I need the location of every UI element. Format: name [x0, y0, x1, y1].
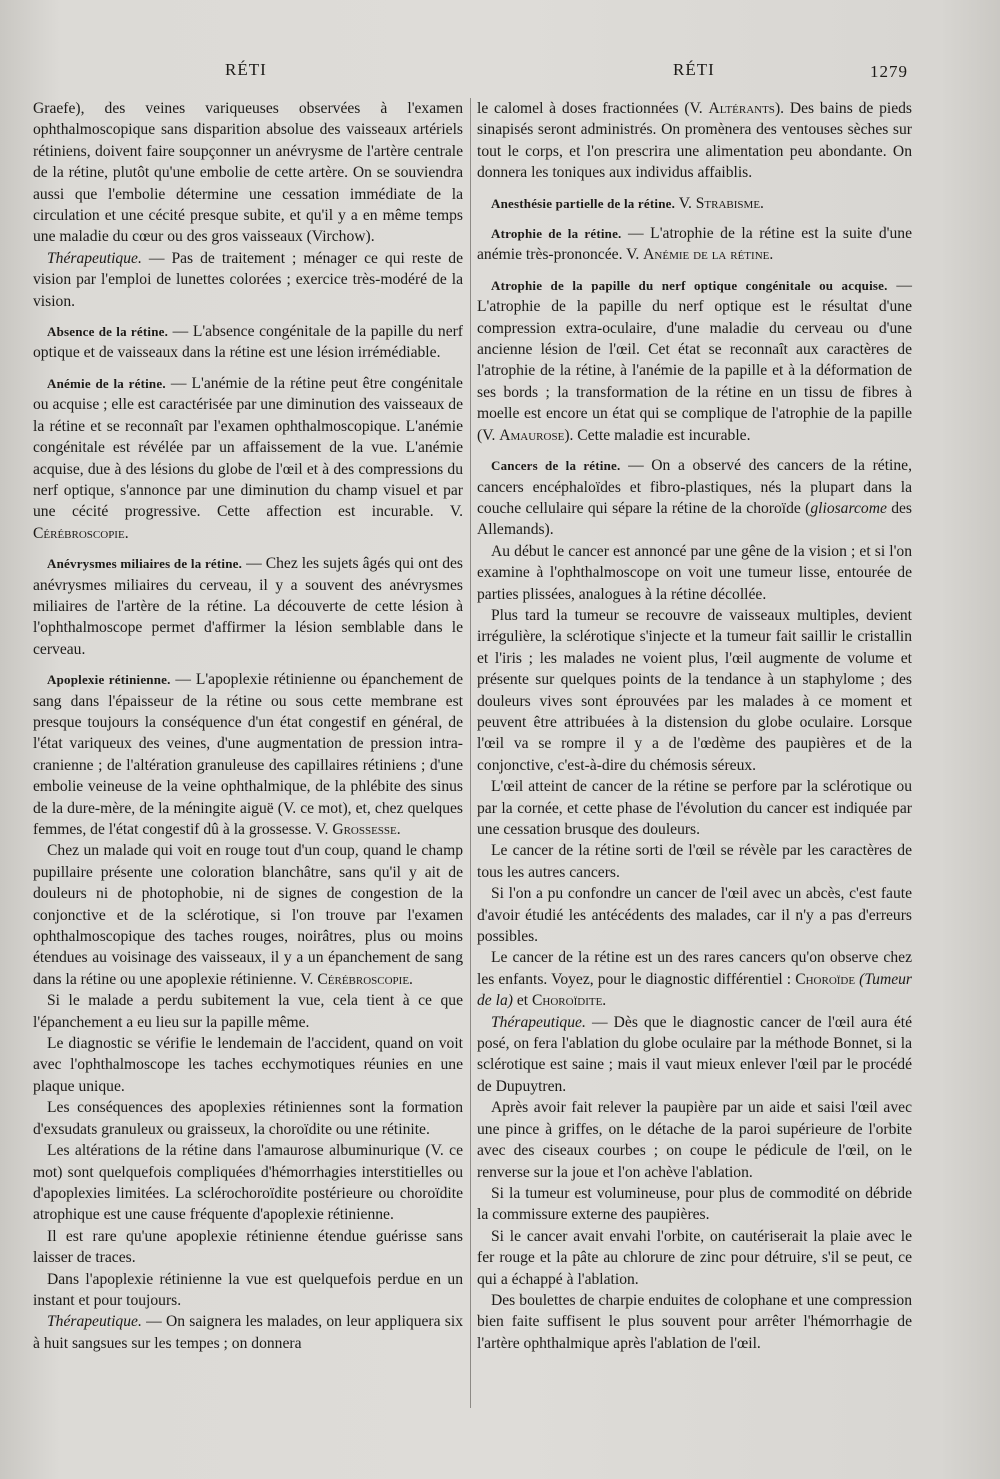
paragraph-text: — On a observé des cancers de la rétine, cancers encéphaloïdes et fibro-plastiques, nés la plupart dans la couche cellulaire qui sépare la rétine de la choroïde (	[477, 457, 912, 517]
paragraph: Après avoir fait relever la paupière par un aide et saisi l'œil avec une pince à griffes, on le détache de la paroi supérieure de l'orbite avec des ciseaux courbes ; on coupe le pédicule de l'œil, on le renverse sur la joue et l'on achève l'ablation.	[477, 1099, 912, 1181]
cross-reference: Cérébroscopie.	[33, 524, 129, 542]
paragraph-text: le calomel à doses fractionnées (V.	[477, 100, 709, 117]
paragraph-text: — L'anémie de la rétine peut être congénitale ou acquise ; elle est caractérisée par une diminution des vaisseaux de la rétine et se reconnaît par l'examen ophthalmoscopique. L'anémie congénitale est révélée par un affaissement de la vue. L'anémie acquise, due à des lésions du globe de l'œil et à des compressions du nerf optique, s'annonce par une diminution du champ visuel et par une cécité progressive. Cette affection est incurable. V.	[33, 374, 463, 521]
paragraph: Les altérations de la rétine dans l'amaurose albuminurique (V. ce mot) sont quelquefois compliquées d'hémorrhagies interstitielles ou d'apoplexies limitées. La sclérochoroïdite postérieure ou choroïdite atrophique est une cause fréquente d'apoplexie rétinienne.	[33, 1142, 463, 1224]
paragraph: Plus tard la tumeur se recouvre de vaisseaux multiples, devient irrégulière, la sclérotique s'injecte et la tumeur fait saillir le cristallin et l'iris ; les malades ne voient plus, l'œil augmente de volume et présente sur quelques points de la tendance à un staphylome ; des douleurs vives sont éprouvées par les malades à ce moment et peuvent être attribuées à la distension du globe oculaire. Lorsque l'œil va se rompre il y a de l'œdème des paupières et de la conjonctive, c'est-à-dire du chémosis séreux.	[477, 606, 912, 774]
italic-term: gliosarcome	[810, 499, 887, 517]
paragraph-text: ). Des bains de pieds sinapisés seront administrés. On promènera des ventouses sèches sur tout le corps, et l'on prescrira une alimentation peu abondante. On donnera les toniques aux individus affaiblis.	[477, 100, 912, 182]
therapy-label: Thérapeutique.	[47, 1313, 142, 1331]
running-header-left: RÉTI	[225, 60, 267, 79]
paragraph-text: Le cancer de la rétine est un des rares cancers qu'on observe chez les enfants. Voyez, pour le diagnostic différentiel :	[477, 949, 912, 988]
article-apoplexie	[33, 669, 463, 840]
paragraph-text: — Pas de traitement ; ménager ce qui reste de vision par l'emploi de lunettes colorées ; exercice très-modéré de la vision.	[33, 249, 463, 310]
article-title: Atrophie de la papille du nerf optique congénitale ou acquise.	[491, 277, 888, 293]
paragraph: Les conséquences des apoplexies rétiniennes sont la formation d'exsudats granuleux ou graisseux, la choroïdite ou une rétinite.	[33, 1099, 463, 1138]
paragraph-text: — L'atrophie de la rétine est la suite d'une anémie très-prononcée. V.	[477, 225, 912, 264]
paragraph: L'œil atteint de cancer de la rétine se perfore par la sclérotique ou par la cornée, et cette phase de l'évolution du cancer est indiquée par une cessation brusque des douleurs.	[477, 778, 912, 838]
paragraph	[477, 947, 912, 1011]
therapy-label: Thérapeutique.	[491, 1013, 586, 1031]
italic-term: (Tumeur de la)	[477, 970, 912, 1010]
article-anemie	[33, 373, 463, 544]
cross-reference: Strabisme.	[695, 194, 764, 212]
article-title: Anesthésie partielle de la rétine.	[491, 195, 676, 211]
article-title: Absence de la rétine.	[47, 324, 169, 340]
paragraph-text: — L'atrophie de la papille du nerf optique est le résultat d'une compression extra-oculaire, d'une maladie du cerveau ou d'une ancienne lésion de l'œil. Cet état se reconnaît aux caractères de l'atrophie de la rétine, à l'anémie de la papille et à la déformation de ses bords ; la transformation de la rétine en un tissu de fibres à moelle est encore un état qui se complique de l'atrophie de la papille (V.	[477, 276, 912, 444]
article-title: Cancers de la rétine.	[491, 458, 621, 474]
cross-reference: Amaurose	[499, 426, 565, 444]
paragraph: Si la tumeur est volumineuse, pour plus de commodité on débride la commissure externe des paupières.	[477, 1184, 912, 1224]
paragraph: Si le malade a perdu subitement la vue, cela tient à ce que l'épanchement a eu lieu sur la papille même.	[33, 992, 463, 1031]
paragraph-text: et	[512, 992, 533, 1010]
article-absence	[33, 321, 463, 364]
article-title: Apoplexie rétinienne.	[47, 672, 171, 688]
paragraph-text: — Dès que le diagnostic cancer de l'œil aura été posé, on fera l'ablation du globe oculaire par la méthode Bonnet, si la sclérotique est saine ; mais il vaut mieux enlever l'œil par le procédé de Dupuytren.	[477, 1013, 912, 1095]
left-column	[33, 98, 463, 1354]
article-atrophie-papille	[477, 275, 912, 446]
article-atrophie-retine	[477, 223, 912, 266]
paragraph: Le diagnostic se vérifie le lendemain de l'accident, quand on voit avec l'ophthalmoscope les taches ecchymotiques réunies en une plaque unique.	[33, 1035, 463, 1095]
paragraph	[33, 248, 463, 312]
paragraph-text: — Chez les sujets âgés qui ont des anévrysmes miliaires du cerveau, il y a souvent des anévrysmes miliaires de l'artère de la rétine. La découverte de cette lésion à l'ophthalmoscope permet d'affirmer la lésion semblable dans le cerveau.	[33, 555, 463, 658]
paragraph-text: — On saignera les malades, on leur appliquera six à huit sangsues sur les tempes ; on donnera	[33, 1313, 463, 1352]
article-title: Anémie de la rétine.	[47, 375, 166, 391]
paragraph	[477, 1012, 912, 1098]
page-number: 1279	[870, 62, 908, 81]
paragraph	[33, 840, 463, 990]
paragraph-text: — L'absence congénitale de la papille du nerf optique et de vaisseaux dans la rétine est une lésion irrémédiable.	[33, 323, 464, 362]
paragraph-text: ). Cette maladie est incurable.	[564, 426, 751, 444]
paragraph	[477, 98, 912, 184]
paragraph: Au début le cancer est annoncé par une gêne de la vision ; et si l'on examine à l'ophthalmoscope on voit une tumeur lisse, entourée de parties plissées, analogues à la rétine décollée.	[477, 542, 912, 603]
article-cancers	[477, 455, 912, 541]
cross-reference: Choroïdite.	[532, 992, 607, 1010]
paragraph: Si l'on a pu confondre un cancer de l'œil avec un abcès, c'est faute d'avoir étudié les antécédents des malades, car il n'y a pas d'erreurs possibles.	[477, 885, 912, 946]
article-title: Anévrysmes miliaires de la rétine.	[47, 556, 243, 572]
article-anesthesie	[477, 193, 912, 214]
cross-reference: Grossesse.	[332, 821, 401, 838]
paragraph-text: — L'apoplexie rétinienne ou épanchement de sang dans l'épaisseur de la rétine ou sous cette membrane est presque toujours la conséquence d'un état congestif en général, de l'état variqueux des veines, d'une augmentation de pression intra-cranienne ; de l'altération granuleuse des capillaires rétiniens ; d'une embolie veineuse de la veine ophthalmique, de la phlébite des sinus de la dure-mère, de la méningite aiguë (V. ce mot), et, chez quelques femmes, de l'état congestif dû à la grossesse. V.	[33, 671, 463, 838]
article-title: Atrophie de la rétine.	[491, 226, 622, 242]
paragraph: Il est rare qu'une apoplexie rétinienne étendue guérisse sans laisser de traces.	[33, 1227, 463, 1267]
running-header-right: RÉTI	[673, 60, 715, 79]
article-anevrysmes	[33, 553, 463, 660]
cross-reference: Anémie de la rétine.	[643, 246, 774, 264]
paragraph: Graefe), des veines variqueuses observées à l'examen ophthalmoscopique sans disparition absolue des vaisseaux artériels rétiniens, doivent faire soupçonner un anévrysme de l'artère centrale de la rétine, plutôt qu'une embolie de cette artère. On se souviendra aussi que l'embolie détermine une cessation immédiate de la circulation et une cécité presque subite, et qu'il y a en même temps une maladie du cœur ou des gros vaisseaux (Virchow).	[33, 100, 463, 246]
paragraph-text: des Allemands).	[477, 499, 912, 539]
right-column	[477, 98, 912, 1354]
paragraph	[33, 1311, 463, 1354]
paragraph: Si le cancer avait envahi l'orbite, on cautériserait la plaie avec le fer rouge et la pâte au chlorure de zinc pour détruire, s'il se peut, ce qui a échappé à l'ablation.	[477, 1227, 912, 1288]
column-divider	[470, 98, 471, 1408]
cross-reference: Altérants	[708, 100, 775, 117]
cross-reference: Choroïde	[795, 970, 856, 988]
paragraph: Le cancer de la rétine sorti de l'œil se révèle par les caractères de tous les autres cancers.	[477, 842, 912, 881]
paragraph: Dans l'apoplexie rétinienne la vue est quelquefois perdue en un instant et pour toujours.	[33, 1270, 463, 1309]
paragraph-text: V.	[675, 194, 696, 212]
cross-reference: Cérébroscopie.	[317, 970, 413, 988]
paragraph-text: Chez un malade qui voit en rouge tout d'un coup, quand le champ pupillaire présente une coloration blanchâtre, sans qu'il y ait de douleurs ni de photophobie, ni de signes de congestion de la conjonctive et de la sclérotique, si l'on trouve par l'examen ophthalmoscopique des taches rouges, noirâtres, plus ou moins étendues au voisinage des vaisseaux, il y a un épanchement de sang dans la rétine ou une apoplexie rétinienne. V.	[33, 842, 463, 988]
therapy-label: Thérapeutique.	[47, 249, 142, 267]
paragraph: Des boulettes de charpie enduites de colophane et une compression bien faite suffisent le plus souvent pour arrêter l'hémorrhagie de l'artère ophthalmique après l'ablation de l'œil.	[477, 1291, 912, 1352]
